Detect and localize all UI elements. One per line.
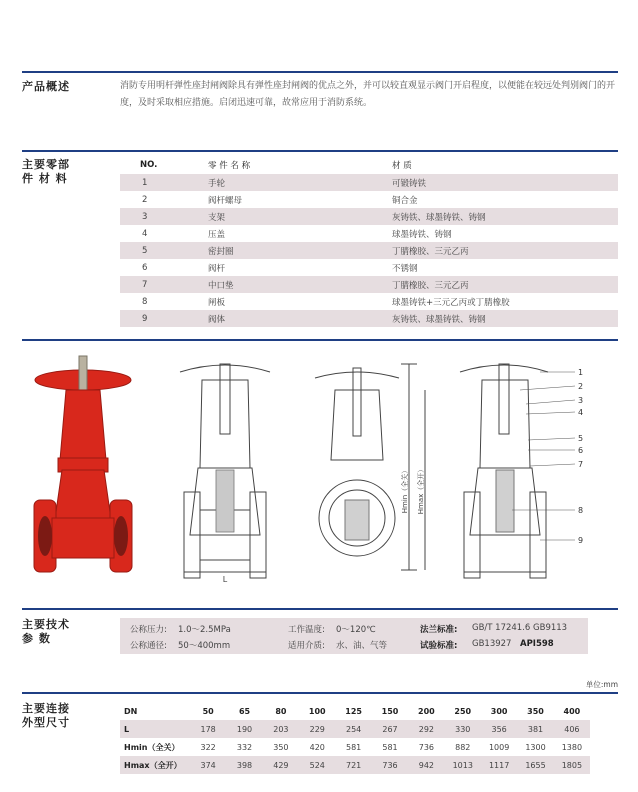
dim-cell: 1805 (561, 760, 583, 770)
dim-cell: 356 (491, 724, 507, 734)
part-no: 1 (142, 177, 148, 188)
table-row (120, 756, 590, 774)
dim-cell: 398 (236, 760, 253, 770)
dims-title-line1: 主要连接 (22, 702, 70, 715)
table-row (120, 259, 618, 276)
dim-cell: 381 (527, 724, 544, 734)
part-no: 3 (142, 211, 148, 222)
row-label: Hmin（全关） (124, 742, 180, 752)
dim-cell: 736 (418, 742, 435, 752)
part-no: 2 (142, 194, 148, 205)
callout-3: 3 (578, 396, 584, 405)
dims-title (22, 702, 70, 730)
dn-header: DN (124, 706, 138, 716)
callout-9: 9 (578, 536, 584, 545)
unit-label: 单位:mm (585, 680, 618, 689)
dims-table (120, 702, 590, 774)
dn-cell: 300 (490, 706, 508, 716)
dim-cell: 736 (382, 760, 398, 770)
section-divider (22, 339, 618, 341)
part-material: 可锻铸铁 (392, 178, 427, 189)
header-material: 材 质 (392, 161, 412, 171)
temp-label: 工作温度: (288, 625, 325, 635)
dn-cell: 100 (308, 706, 326, 716)
parts-table (120, 156, 618, 327)
table-row (120, 208, 618, 225)
part-name: 阀体 (208, 314, 226, 325)
valve-photo (28, 350, 138, 580)
dim-hmax-label: Hmax（全开） (417, 465, 425, 515)
dn-cell: 80 (275, 706, 287, 716)
medium-label: 适用介质: (288, 641, 325, 651)
dims-header-row (120, 702, 590, 720)
dims-title-line2: 外型尺寸 (22, 716, 70, 729)
dim-cell: 942 (418, 760, 435, 770)
dim-cell: 721 (346, 760, 362, 770)
table-row (120, 191, 618, 208)
table-row (120, 310, 618, 327)
section-divider (22, 692, 618, 694)
section-divider (22, 71, 618, 73)
test-label: 试验标准: (420, 641, 458, 651)
dim-cell: 332 (236, 742, 253, 752)
dn-cell: 200 (418, 706, 435, 716)
table-row (120, 720, 590, 738)
section-divider (22, 608, 618, 610)
dim-l-label: L (222, 575, 228, 584)
callout-4: 4 (578, 408, 584, 417)
dim-cell: 406 (564, 724, 580, 734)
dn-cell: 50 (202, 706, 214, 716)
valve-section-drawing (170, 350, 280, 585)
part-name: 闸板 (208, 297, 226, 308)
part-name: 阀杆螺母 (208, 195, 243, 206)
tech-title-line2: 参 数 (22, 632, 51, 645)
dim-cell: 1117 (488, 760, 510, 770)
table-row (120, 738, 590, 756)
part-no: 9 (142, 313, 148, 324)
flange-label: 法兰标准: (420, 625, 458, 635)
overview-title: 产品概述 (22, 80, 70, 93)
callout-6: 6 (578, 446, 584, 455)
row-label: Hmax（全开） (124, 760, 182, 770)
callout-8: 8 (578, 506, 584, 515)
dim-cell: 429 (273, 760, 289, 770)
part-material: 丁腈橡胶、三元乙丙 (392, 246, 469, 257)
parts-title-line1: 主要零部 (22, 158, 70, 171)
part-no: 5 (142, 245, 148, 256)
dim-cell: 581 (346, 742, 362, 752)
tech-title (22, 618, 70, 646)
part-name: 阀杆 (208, 263, 226, 274)
table-row (120, 276, 618, 293)
dim-cell: 330 (455, 724, 471, 734)
parts-title (22, 158, 70, 186)
dn-cell: 150 (381, 706, 399, 716)
dim-cell: 229 (309, 724, 325, 734)
callout-2: 2 (578, 382, 584, 391)
part-material: 铜合金 (392, 195, 418, 206)
dim-cell: 420 (309, 742, 325, 752)
valve-callout-drawing (450, 350, 610, 585)
dim-cell: 524 (309, 760, 325, 770)
callout-1: 1 (578, 368, 584, 377)
callout-7: 7 (578, 460, 584, 469)
table-row (120, 225, 618, 242)
part-material: 球墨铸铁、铸钢 (392, 229, 452, 240)
dim-cell: 1655 (525, 760, 546, 770)
dn-cell: 65 (238, 706, 251, 716)
part-name: 手轮 (208, 178, 226, 189)
header-no: NO. (140, 160, 158, 170)
dim-cell: 203 (273, 724, 289, 734)
table-row (120, 242, 618, 259)
part-name: 中口垫 (208, 280, 234, 291)
part-name: 密封圈 (208, 246, 234, 257)
dim-cell: 190 (236, 724, 253, 734)
part-material: 球墨铸铁+三元乙丙或丁腈橡胶 (392, 297, 510, 308)
dim-hmin-label: Hmin（全关） (401, 466, 409, 514)
part-no: 8 (142, 296, 148, 307)
part-name: 压盖 (208, 229, 226, 240)
table-row (120, 174, 618, 191)
pressure-label: 公称压力: (130, 625, 167, 635)
flange-value: GB/T 17241.6 GB9113 (472, 623, 568, 633)
row-label: L (124, 724, 130, 734)
valve-front-drawing (305, 350, 435, 585)
part-no: 7 (142, 279, 148, 290)
dn-cell: 350 (527, 706, 544, 716)
dn-cell: 125 (345, 706, 362, 716)
part-material: 灰铸铁、球墨铸铁、铸钢 (392, 212, 486, 223)
dim-cell: 882 (455, 742, 471, 752)
parts-title-line2: 件 材 料 (22, 172, 68, 185)
dim-cell: 254 (346, 724, 362, 734)
dim-cell: 1009 (488, 742, 510, 752)
part-material: 不锈钢 (392, 263, 418, 274)
dn-value: 50～400mm (178, 641, 231, 651)
medium-value: 水、油、气等 (336, 641, 388, 651)
dim-cell: 350 (273, 742, 289, 752)
dim-cell: 581 (382, 742, 398, 752)
dim-cell: 322 (200, 742, 216, 752)
callout-5: 5 (578, 434, 584, 443)
pressure-value: 1.0～2.5MPa (178, 625, 231, 635)
part-material: 灰铸铁、球墨铸铁、铸钢 (392, 314, 486, 325)
dn-cell: 250 (454, 706, 472, 716)
tech-params-box (120, 618, 588, 654)
part-no: 6 (142, 262, 148, 273)
dn-label: 公称通径: (130, 641, 167, 651)
dim-cell: 267 (382, 724, 398, 734)
test-value-a: GB13927 (472, 639, 512, 649)
overview-text: 消防专用明杆弹性座封闸阀除具有弹性座封闸阀的优点之外，并可以较直观显示阀门开启程度，以便能在较远处判别阀门的开度，及时采取相应措施。启闭迅速可靠，故常应用于消防系统。 (120, 81, 616, 108)
dim-cell: 1300 (525, 742, 546, 752)
test-value-b: API598 (520, 639, 554, 649)
tech-title-line1: 主要技术 (22, 618, 70, 631)
dim-cell: 374 (200, 760, 216, 770)
section-divider (22, 150, 618, 152)
dn-cell: 400 (563, 706, 581, 716)
part-material: 丁腈橡胶、三元乙丙 (392, 280, 469, 291)
dim-cell: 1380 (561, 742, 583, 752)
temp-value: 0～120℃ (336, 625, 376, 635)
dim-cell: 178 (200, 724, 216, 734)
parts-table-header (120, 156, 618, 174)
table-row (120, 293, 618, 310)
dim-cell: 1013 (452, 760, 473, 770)
dim-cell: 292 (418, 724, 435, 734)
header-name: 零 件 名 称 (208, 161, 251, 171)
part-no: 4 (142, 228, 148, 239)
part-name: 支架 (208, 212, 226, 223)
